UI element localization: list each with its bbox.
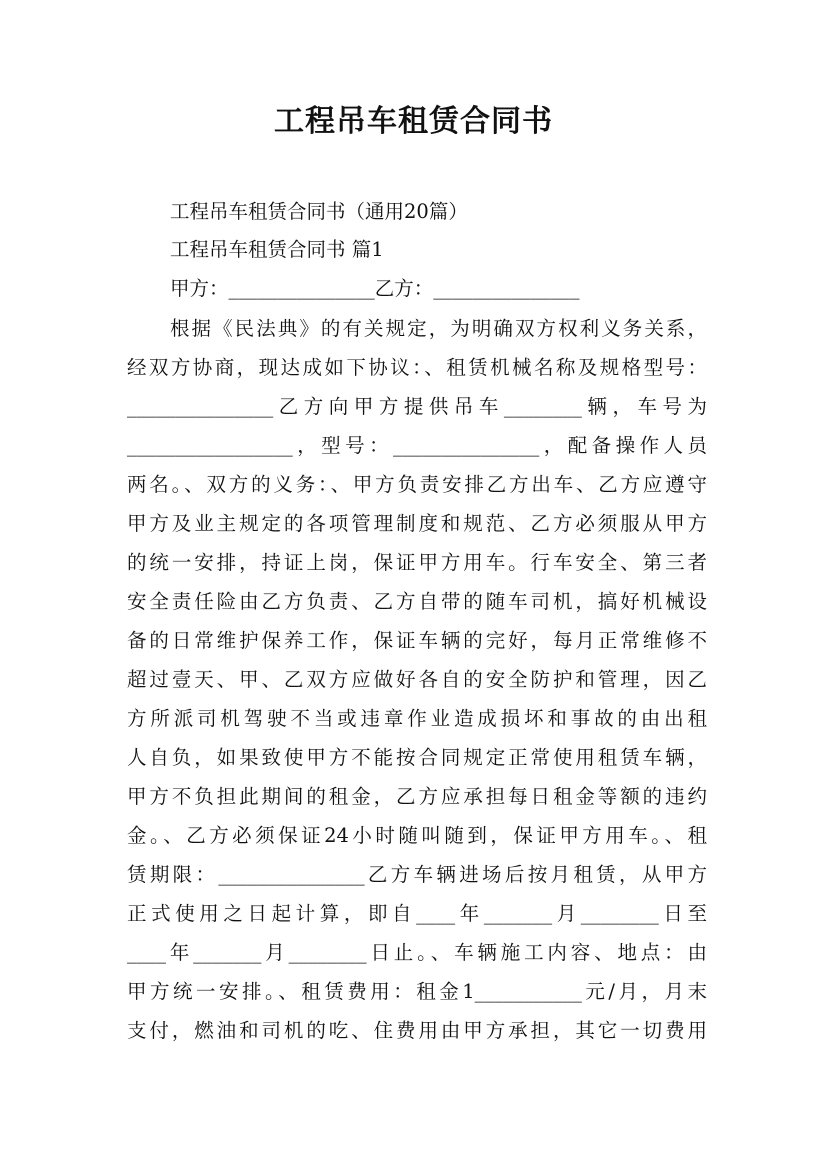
paragraph-line: 赁期限：_______________乙方车辆进场后按月租赁，从甲方 — [127, 863, 707, 886]
paragraph-line: 根据《民法典》的有关规定，为明确双方权利义务关系， — [170, 317, 707, 340]
party-line: 甲方：_______________乙方：_______________ — [170, 277, 580, 300]
paragraph-line: 甲方不负担此期间的租金，乙方应承担每日租金等额的违约 — [127, 785, 707, 808]
paragraph-line: 甲方统一安排。、租赁费用：租金1___________元/月，月末 — [127, 980, 707, 1003]
subtitle-line: 工程吊车租赁合同书（通用20篇） — [170, 200, 468, 223]
document-title: 工程吊车租赁合同书 — [274, 104, 553, 139]
paragraph-line: 甲方及业主规定的各项管理制度和规范、乙方必须服从甲方 — [127, 512, 707, 535]
paragraph-line: _________________，型号：_______________，配备操作人员 — [127, 434, 707, 457]
paragraph-line: _______________乙方向甲方提供吊车________辆，车号为 — [127, 395, 707, 418]
paragraph-line: 支付，燃油和司机的吃、住费用由甲方承担，其它一切费用 — [127, 1019, 707, 1042]
paragraph-line: 正式使用之日起计算，即自____年_______月________日至 — [127, 902, 707, 925]
paragraph-line: 金。、乙方必须保证24小时随叫随到，保证甲方用车。、租 — [127, 824, 707, 847]
paragraph-line: 经双方协商，现达成如下协议：、租赁机械名称及规格型号： — [127, 356, 707, 379]
section-heading: 工程吊车租赁合同书 篇1 — [170, 238, 384, 261]
paragraph-line: 两名。、双方的义务：、甲方负责安排乙方出车、乙方应遵守 — [127, 473, 707, 496]
paragraph-line: 的统一安排，持证上岗，保证甲方用车。行车安全、第三者 — [127, 551, 707, 574]
paragraph-line: 方所派司机驾驶不当或违章作业造成损坏和事故的由出租 — [127, 707, 707, 730]
paragraph-line: 人自负，如果致使甲方不能按合同规定正常使用租赁车辆， — [127, 746, 707, 769]
paragraph-line: 超过壹天、甲、乙双方应做好各自的安全防护和管理，因乙 — [127, 668, 707, 691]
paragraph-line: 备的日常维护保养工作，保证车辆的完好，每月正常维修不 — [127, 629, 707, 652]
paragraph-line: ____年_______月________日止。、车辆施工内容、地点：由 — [127, 941, 707, 964]
paragraph-line: 安全责任险由乙方负责、乙方自带的随车司机，搞好机械设 — [127, 590, 707, 613]
